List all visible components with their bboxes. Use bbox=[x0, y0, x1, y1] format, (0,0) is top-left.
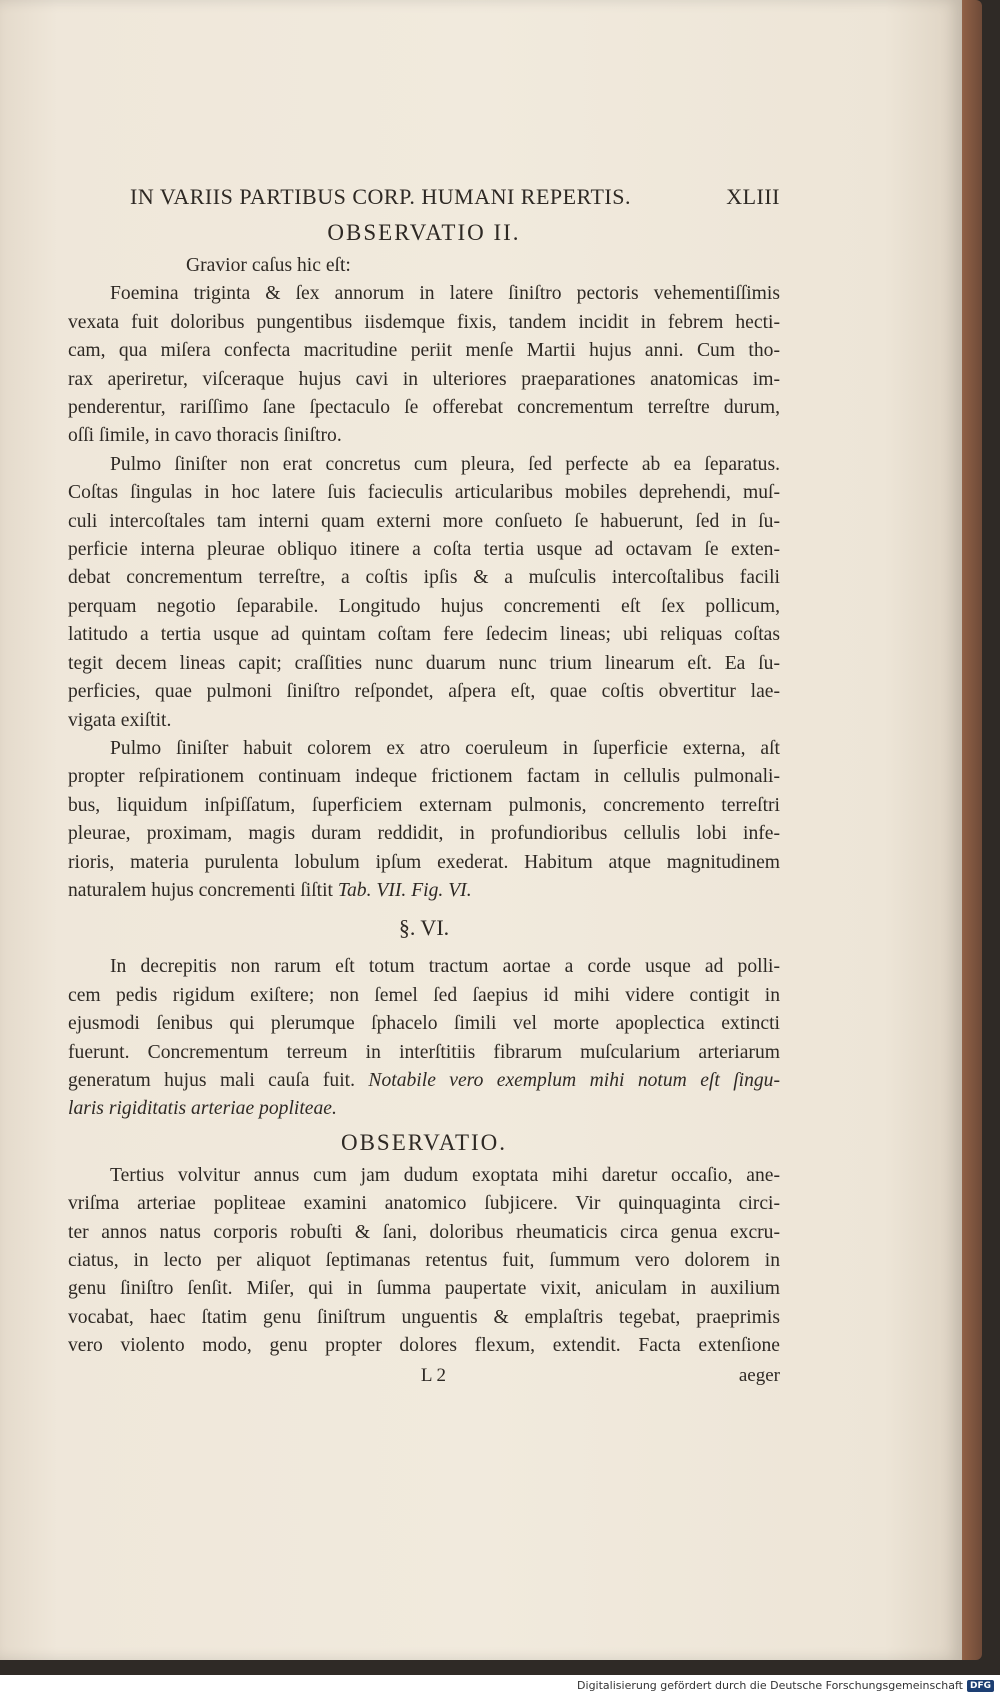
page-signature bbox=[68, 1365, 780, 1387]
digitization-footer bbox=[0, 1675, 1000, 1696]
text-line: cem pedis rigidum exiſtere; non ſemel ſed ſaepius id mihi videre contigit in bbox=[68, 984, 780, 1006]
text-line: ter annos natus corporis robuſti & ſani, doloribus rheumaticis circa genua excru- bbox=[68, 1221, 780, 1243]
observatio-heading: OBSERVATIO. bbox=[340, 1129, 508, 1155]
text-line: Pulmo ſiniſter non erat concretus cum pleura, ſed perfecte ab ea ſeparatus. bbox=[110, 453, 780, 475]
text-line: perficies, quae pulmoni ſiniſtro reſpondet, aſpera eſt, quae coſtis obvertitur lae- bbox=[68, 681, 780, 703]
text-line: In decrepitis non rarum eſt totum tractum aortae a corde usque ad polli- bbox=[110, 956, 780, 978]
text-line: vocabat, haec ſtatim genu ſiniſtrum unguentis & emplaſtris tegebat, praeprimis bbox=[68, 1306, 780, 1328]
figure-reference: Tab. VII. Fig. VI. bbox=[337, 879, 472, 901]
text-span: generatum hujus mali cauſa fuit. bbox=[68, 1069, 369, 1091]
text-line: Pulmo ſiniſter habuit colorem ex atro coeruleum in ſuperficie externa, aſt bbox=[110, 737, 780, 759]
text-line: perficie interna pleurae obliquo itinere a coſta tertia usque ad octavam ſe exten- bbox=[68, 539, 780, 561]
text-line: genu ſiniſtro ſenſit. Miſer, qui in ſumma paupertate vixit, aniculam in auxilium bbox=[68, 1278, 780, 1300]
text-line: fuerunt. Concrementum terreum in interſtitiis fibrarum muſcularium arteriarum bbox=[68, 1041, 780, 1063]
page-number: XLIII bbox=[726, 184, 780, 209]
text-line: vriſma arteriae popliteae examini anatomico ſubjicere. Vir quinquaginta circi- bbox=[68, 1193, 780, 1215]
text-line: bus, liquidum inſpiſſatum, ſuperficiem externam pulmonis, concremento terreſtri bbox=[68, 794, 780, 816]
text-line: oſſi ſimile, in cavo thoracis ſiniſtro. bbox=[68, 425, 342, 447]
text-line: propter reſpirationem continuam indeque frictionem factam in cellulis pulmonali- bbox=[68, 766, 780, 788]
text-line: debat concrementum terreſtre, a coſtis ipſis & a muſculis intercoſtalibus facili bbox=[68, 567, 780, 589]
signature-mark: L 2 bbox=[420, 1364, 446, 1386]
text-line: Tertius volvitur annus cum jam dudum exoptata mihi daretur occaſio, ane- bbox=[110, 1164, 780, 1186]
text-line bbox=[68, 877, 780, 905]
text-line: cam, qua miſera confecta macritudine periit menſe Martii hujus anni. Cum tho- bbox=[68, 340, 780, 362]
text-line: laris rigiditatis arteriae popliteae. bbox=[68, 1098, 337, 1120]
italic-span: Notabile vero exemplum mihi notum eſt ſingu- bbox=[368, 1069, 780, 1091]
text-line: latitudo a tertia usque ad quintam coſtam fere ſedecim lineas; ubi reliquas coſtas bbox=[68, 624, 780, 646]
text-line: culi intercoſtales tam interni quam externi more conſueto ſe habuerunt, ſed in ſu- bbox=[68, 510, 780, 532]
running-head bbox=[130, 184, 780, 210]
text-line: vexata fuit doloribus pungentibus iisdemque fixis, tandem incidit in febrem hecti- bbox=[68, 311, 780, 333]
signature-spacer bbox=[68, 1365, 128, 1387]
text-line bbox=[68, 1067, 780, 1095]
section-mark: §. VI. bbox=[398, 915, 450, 941]
text-line: rax aperiretur, viſceraque hujus cavi in ulteriores praeparationes anatomicas im- bbox=[68, 368, 780, 390]
text-line: Foemina triginta & ſex annorum in latere ſiniſtro pectoris vehementiſſimis bbox=[110, 283, 780, 305]
text-line: rioris, materia purulenta lobulum ipſum exederat. Habitum atque magnitudinem bbox=[68, 851, 780, 873]
observatio-heading: OBSERVATIO II. bbox=[327, 220, 521, 245]
footer-text: Digitalisierung gefördert durch die Deutsche Forschungsgemeinschaft bbox=[577, 1679, 963, 1692]
text-line: vigata exiſtit. bbox=[68, 709, 172, 731]
intro-line: Gravior caſus hic eſt: bbox=[186, 255, 351, 276]
page-content bbox=[68, 184, 780, 1387]
catchword: aeger bbox=[738, 1364, 780, 1386]
text-span: naturalem hujus concrementi ſiſtit bbox=[68, 879, 338, 901]
text-line: perquam negotio ſeparabile. Longitudo hujus concrementi eſt ſex pollicum, bbox=[68, 595, 780, 617]
text-line: Coſtas ſingulas in hoc latere ſuis facieculis articularibus mobiles deprehendi, muſ- bbox=[68, 482, 780, 504]
dfg-logo: DFG bbox=[967, 1680, 994, 1692]
text-line: ciatus, in lecto per aliquot ſeptimanas retentus fuit, ſummum vero dolorem in bbox=[68, 1250, 780, 1271]
text-line: tegit decem lineas capit; craſſities nunc duarum nunc trium linearum eſt. Ea ſu- bbox=[68, 652, 780, 674]
text-line: pleurae, proximam, magis duram reddidit, in profundioribus cellulis lobi infe- bbox=[68, 823, 780, 845]
text-line: penderentur, rariſſimo ſane ſpectaculo ſe offerebat concrementum terreſtre durum, bbox=[68, 397, 780, 419]
text-line: vero violento modo, genu propter dolores flexum, extendit. Facta extenſione bbox=[68, 1335, 780, 1357]
running-head-title: IN VARIIS PARTIBUS CORP. HUMANI REPERTIS. bbox=[130, 184, 631, 209]
text-line: ejusmodi ſenibus qui plerumque ſphacelo ſimili vel morte apoplectica extincti bbox=[68, 1013, 780, 1035]
